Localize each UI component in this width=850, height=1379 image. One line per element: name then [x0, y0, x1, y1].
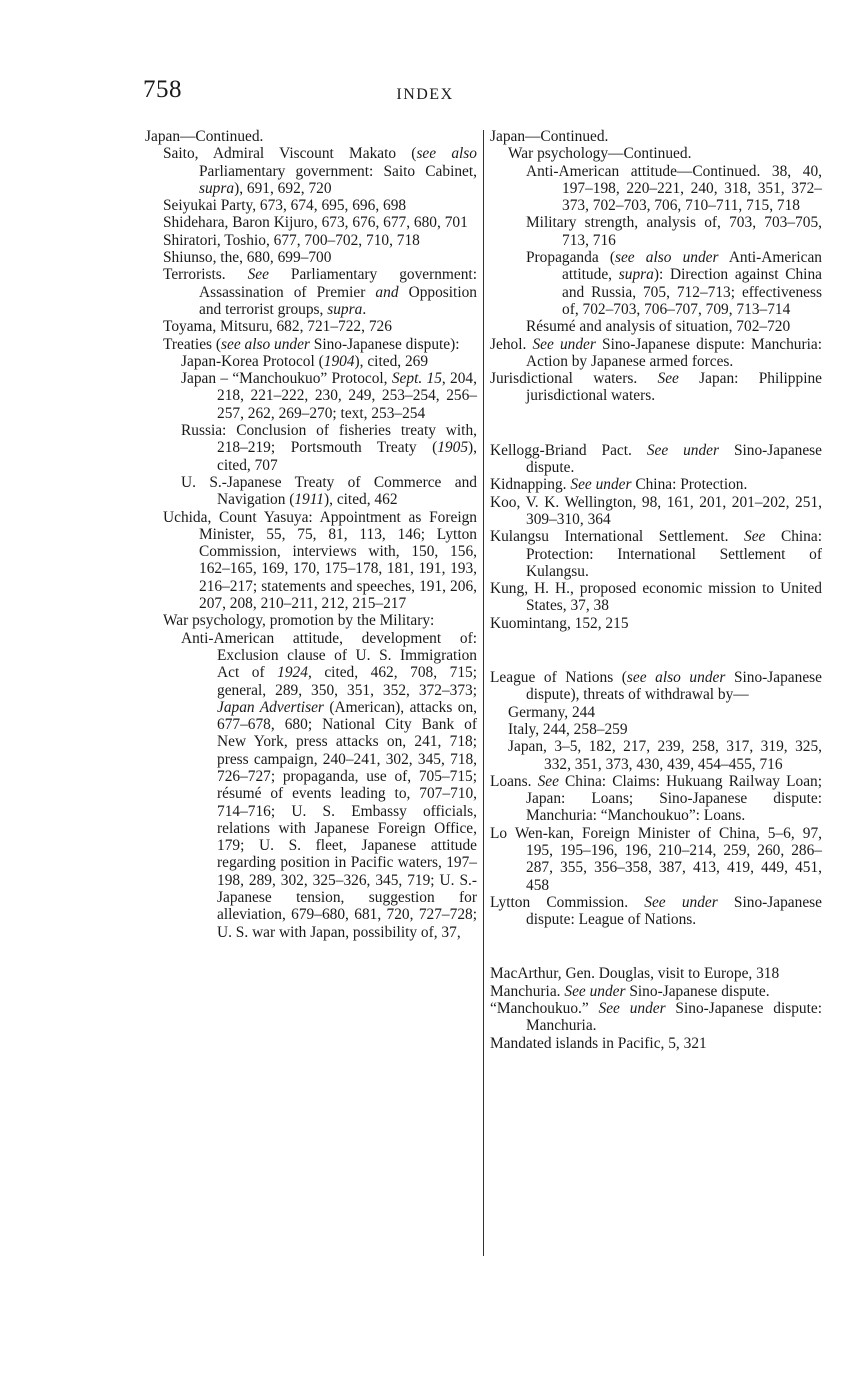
index-entry: Résumé and analysis of situation, 702–720: [526, 318, 791, 336]
index-entry: Seiyukai Party, 673, 674, 695, 696, 698: [163, 197, 407, 215]
index-entry: Uchida, Count Yasuya: Appointment as Foreign Minister, 55, 75, 81, 113, 146; Lytton Commission, interviews with, 150, 156, 162–165, 169, 170, 175–178, 181, 191, 193, 216–217; statements and speeches, 191, 206, 207, 208, 210–211, 212, 215–217: [163, 508, 477, 613]
index-entry: U. S.-Japanese Treaty of Commerce and Navigation (1911), cited, 462: [181, 473, 477, 509]
index-entry: Saito, Admiral Viscount Makato (see also Parliamentary government: Saito Cabinet, supra), 691, 692, 720: [163, 145, 477, 197]
index-column-right: [490, 128, 822, 1052]
index-entry: Toyama, Mitsuru, 682, 721–722, 726: [163, 318, 392, 336]
index-entry: League of Nations (see also under Sino-Japanese dispute), threats of withdrawal by—: [490, 669, 822, 704]
index-entry: MacArthur, Gen. Douglas, visit to Europe, 318: [490, 965, 780, 983]
index-entry: Japan, 3–5, 182, 217, 239, 258, 317, 319, 325, 332, 351, 373, 430, 439, 454–455, 716: [508, 738, 822, 773]
index-entry: Jurisdictional waters. See Japan: Philippine jurisdictional waters.: [490, 370, 823, 405]
index-column-left: [145, 128, 477, 941]
running-head: INDEX: [396, 86, 454, 103]
index-entry: Anti-American attitude—Continued. 38, 40, 197–198, 220–221, 240, 318, 351, 372–373, 702–703, 706, 710–711, 715, 718: [526, 162, 822, 215]
index-entry: Mandated islands in Pacific, 5, 321: [490, 1034, 707, 1052]
column-divider: [483, 130, 484, 1256]
index-entry: Germany, 244: [508, 703, 596, 721]
index-entry: Japan-Korea Protocol (1904), cited, 269: [181, 352, 429, 370]
index-entry: Japan—Continued.: [145, 128, 264, 145]
index-entry: War psychology, promotion by the Military:: [163, 612, 435, 630]
index-entry: Japan—Continued.: [490, 128, 609, 145]
index-entry: Italy, 244, 258–259: [508, 720, 628, 738]
index-entry: Kidnapping. See under China: Protection.: [490, 476, 748, 494]
index-entry: Kuomintang, 152, 215: [490, 614, 629, 632]
index-entry: Propaganda (see also under Anti-American attitude, supra): Direction against China and Russia, 705, 712–713; effectiveness of, 702–703, 706–707, 709, 713–714: [526, 249, 822, 318]
page-number: 758: [143, 76, 182, 103]
index-entry: Koo, V. K. Wellington, 98, 161, 201, 201–202, 251, 309–310, 364: [490, 493, 822, 528]
index-entry: Kulangsu International Settlement. See China: Protection: International Settlement of Kulangsu.: [490, 528, 822, 580]
index-entry: Jehol. See under Sino-Japanese dispute: Manchuria: Action by Japanese armed forces.: [490, 335, 822, 370]
index-entry: Kellogg-Briand Pact. See under Sino-Japanese dispute.: [490, 441, 822, 477]
index-entry: Anti-American attitude, development of: Exclusion clause of U. S. Immigration Act of 1924, cited, 462, 708, 715; general, 289, 350, 351, 352, 372–373; Japan Advertiser (American), attacks on, 677–678, 680; National City Bank of New York, press attacks on, 241, 718; press campaign, 240–241, 302, 345, 718, 726–727; propaganda, use of, 705–715; résumé of events leading to, 707–710, 714–716; U. S. Embassy officials, relations with Japanese Foreign Office, 179; U. S. fleet, Japanese attitude regarding position in Pacific waters, 197–198, 289, 302, 325–326, 345, 719; U. S.-Japanese tension, suggestion for alleviation, 679–680, 681, 720, 727–728; U. S. war with Japan, possibility of, 37,: [181, 629, 477, 941]
index-entry: War psychology—Continued.: [508, 145, 692, 163]
index-entry: Manchuria. See under Sino-Japanese dispute.: [490, 982, 770, 1000]
index-entry: Shiunso, the, 680, 699–700: [163, 249, 332, 267]
index-entry: Treaties (see also under Sino-Japanese dispute):: [163, 335, 460, 353]
index-entry: Terrorists. See Parliamentary government: Assassination of Premier and Opposition and terrorist groups, supra.: [163, 266, 477, 318]
index-entry: Kung, H. H., proposed economic mission to United States, 37, 38: [490, 580, 822, 615]
index-entry: Russia: Conclusion of fisheries treaty with, 218–219; Portsmouth Treaty (1905), cited, 707: [181, 422, 477, 474]
index-entry: Loans. See China: Claims: Hukuang Railway Loan; Japan: Loans; Sino-Japanese dispute: Manchuria: “Manchoukuo”: Loans.: [490, 772, 823, 825]
index-entry: Lytton Commission. See under Sino-Japanese dispute: League of Nations.: [490, 893, 822, 929]
index-entry: Shiratori, Toshio, 677, 700–702, 710, 718: [163, 231, 420, 249]
index-entry: Military strength, analysis of, 703, 703–705, 713, 716: [526, 214, 822, 249]
index-entry: Shidehara, Baron Kijuro, 673, 676, 677, 680, 701: [163, 214, 468, 232]
index-entry: “Manchoukuo.” See under Sino-Japanese dispute: Manchuria.: [490, 1000, 822, 1035]
index-entry: Lo Wen-kan, Foreign Minister of China, 5–6, 97, 195, 195–196, 196, 210–214, 259, 260, 286–287, 355, 356–358, 387, 413, 419, 449, 451, 458: [490, 824, 822, 894]
index-entry: Japan – “Manchoukuo” Protocol, Sept. 15, 204, 218, 221–222, 230, 249, 253–254, 256–257, 262, 269–270; text, 253–254: [181, 370, 477, 422]
